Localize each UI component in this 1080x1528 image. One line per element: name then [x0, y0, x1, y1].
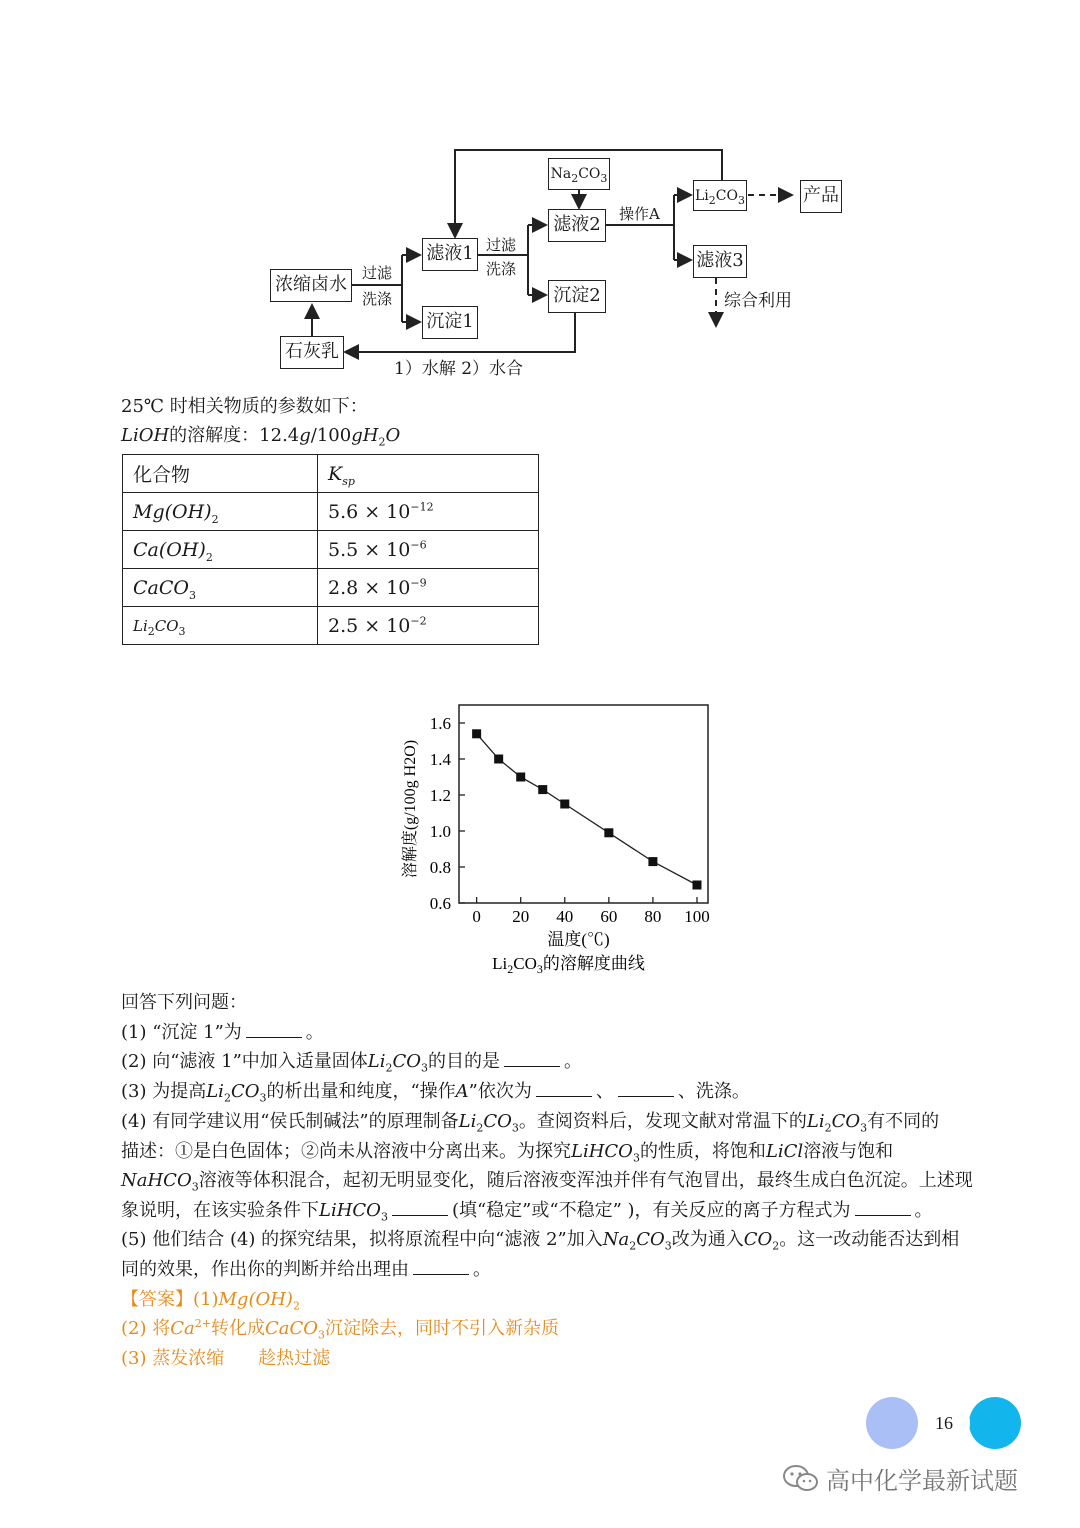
label-filter2: 过滤: [486, 236, 517, 254]
lioh-unit-sub: 2: [378, 435, 386, 449]
q1-end: 。: [305, 1022, 324, 1043]
answer-1: [121, 1285, 300, 1314]
label-filter1: 过滤: [362, 264, 393, 282]
compound-sub: 2: [211, 512, 219, 526]
y-tick-label: 0.8: [429, 858, 451, 877]
chart-title: [492, 954, 645, 976]
lioh-unit-g: g: [299, 425, 311, 446]
label-wash1: 洗涤: [362, 290, 393, 308]
x-tick-label: 0: [472, 907, 481, 926]
data-point: [648, 857, 657, 866]
question-3: [121, 1077, 750, 1106]
q4-l4-end: 。: [914, 1200, 933, 1221]
chart-svg: [380, 695, 720, 985]
q2-text-b: 的目的是: [428, 1051, 501, 1072]
x-tick-label: 100: [684, 907, 710, 926]
ksp-exp: −12: [410, 500, 434, 514]
q3-text-c: ”依次为: [468, 1081, 532, 1102]
a1-num: (1): [193, 1289, 219, 1310]
compound-cell: [123, 569, 318, 607]
q4-l4-text: 象说明，在该实验条件下: [121, 1200, 319, 1221]
li2co3-box: [693, 180, 747, 211]
a2-text-b: 转化成: [210, 1318, 265, 1339]
chart-axes: [401, 705, 710, 976]
page-circle-right: [969, 1397, 1021, 1449]
y-tick-label: 0.6: [429, 894, 451, 913]
product-box: 产品: [800, 180, 842, 213]
q4-l2-text: 描述：①是白色固体；②尚未从溶液中分离出来。为探究: [121, 1141, 571, 1162]
label-hydrolysis: 1）水解 2）水合: [394, 359, 524, 379]
questions-intro: 回答下列问题：: [121, 992, 247, 1013]
header-compound: 化合物: [123, 455, 318, 493]
compound-sub: 2: [205, 550, 213, 564]
data-point: [538, 785, 547, 794]
x-tick-label: 40: [556, 907, 574, 926]
question-4-line-3: [121, 1166, 973, 1195]
chart-title-subscript: 3: [536, 962, 543, 976]
lioh-unit-o: O: [385, 425, 401, 446]
q4-sub2: 2: [476, 1121, 484, 1135]
chart-title-part: 的溶解度曲线: [542, 954, 645, 973]
question-4-line-4: [121, 1196, 933, 1225]
data-point: [692, 881, 701, 890]
li2co3-sub2: 2: [708, 193, 716, 207]
a2-sup: 2+: [194, 1317, 211, 1330]
compound-formula: CaCO: [133, 576, 189, 599]
q4-sub3: 3: [511, 1121, 519, 1135]
q2-li: Li: [367, 1051, 386, 1072]
q4-text-c: 有不同的: [867, 1111, 940, 1132]
x-tick-label: 60: [600, 907, 618, 926]
lioh-solubility: [121, 421, 400, 450]
params-intro: 25℃ 时相关物质的参数如下：: [121, 396, 368, 417]
q5-l2-text: 同的效果，作出你的判断并给出理由: [121, 1259, 409, 1280]
compound-formula-2: CO: [154, 616, 179, 635]
chart-title-part: Li: [492, 954, 508, 973]
q4-licl: LiCl: [765, 1141, 804, 1162]
ksp-value: 5.6 × 10: [328, 500, 411, 523]
answer-2: [121, 1314, 559, 1343]
compound-formula: Ca(OH): [133, 538, 206, 561]
q3-text: (3) 为提高: [121, 1081, 207, 1102]
x-axis-label: 温度(℃): [547, 930, 610, 949]
table-row: [123, 607, 539, 645]
flowchart-lines: [0, 0, 1080, 390]
q2-sub3: 3: [421, 1061, 429, 1075]
li2co3-sub3: 3: [737, 193, 745, 207]
q4-l2-text-c: 溶液与饱和: [803, 1141, 894, 1162]
answer-blank[interactable]: [504, 1052, 560, 1067]
page-circle-left: [866, 1397, 918, 1449]
q4-lihco3-sub: 3: [632, 1151, 640, 1165]
answer-blank[interactable]: [413, 1260, 469, 1275]
ksp-cell: [318, 607, 539, 645]
ksp-value: 5.5 × 10: [328, 538, 411, 561]
watermark: [782, 1458, 1018, 1498]
ksp-value: 2.5 × 10: [328, 614, 411, 637]
data-point: [560, 800, 569, 809]
y-tick-label: 1.2: [429, 786, 451, 805]
lioh-formula: LiOH: [121, 425, 170, 446]
q5-co2-sub: 2: [772, 1239, 780, 1253]
question-5-line-2: [121, 1255, 491, 1284]
q4-l3-text: 溶液等体积混合，起初无明显变化，随后溶液变浑浊并伴有气泡冒出，最终生成白色沉淀。上述现: [198, 1170, 973, 1191]
li2co3-li: Li: [695, 188, 709, 204]
precip1-box: 沉淀1: [422, 306, 478, 339]
a1-sub: 2: [292, 1299, 300, 1313]
q3-co: CO: [230, 1081, 260, 1102]
q5-text-b: 改为通入: [671, 1229, 744, 1250]
label-reuse: 综合利用: [724, 291, 792, 311]
question-4-line-1: [121, 1107, 939, 1136]
na2co3-box: [548, 158, 610, 190]
a3-text: (3) 蒸发浓缩: [121, 1348, 225, 1369]
brine-box: 浓缩卤水: [270, 269, 352, 302]
filtrate3-box: 滤液3: [693, 245, 747, 278]
solubility-chart: [380, 695, 720, 985]
ksp-table: [122, 454, 539, 645]
q5-sub2: 2: [629, 1239, 637, 1253]
q4-text-b: 。查阅资料后，发现文献对常温下的: [518, 1111, 807, 1132]
q4-sub2-2: 2: [824, 1121, 832, 1135]
question-2: [121, 1047, 582, 1076]
chart-title-subscript: 2: [507, 962, 514, 976]
q5-l2-end: 。: [473, 1259, 491, 1280]
ksp-cell: [318, 493, 539, 531]
plot-frame: [459, 705, 708, 903]
a3-text-b: 趁热过滤: [258, 1348, 331, 1369]
a2-text-c: 沉淀除去，同时不引入新杂质: [325, 1318, 559, 1339]
a1-formula: Mg(OH): [218, 1289, 293, 1310]
compound-sub: 3: [188, 588, 196, 602]
na2co3-na: Na: [550, 166, 572, 182]
q3-a: A: [455, 1081, 469, 1102]
q4-text: (4) 有同学建议用“侯氏制碱法”的原理制备: [121, 1111, 459, 1132]
chart-title-part: CO: [513, 954, 537, 973]
q4-li: Li: [458, 1111, 477, 1132]
q5-sub3: 3: [664, 1239, 672, 1253]
answer-blank[interactable]: [618, 1082, 674, 1097]
lime-box: 石灰乳: [280, 336, 344, 369]
na2co3-sub3: 3: [600, 171, 608, 185]
compound-sub: 2: [147, 624, 155, 638]
flowchart: [0, 0, 1080, 390]
lioh-unit-gh: gH: [351, 425, 379, 446]
y-tick-label: 1.4: [429, 750, 451, 769]
y-tick-label: 1.6: [429, 714, 451, 733]
question-1: [121, 1018, 324, 1047]
precip2-box: 沉淀2: [548, 280, 606, 313]
ksp-value: 2.8 × 10: [328, 576, 411, 599]
compound-cell: [123, 531, 318, 569]
compound-formula: Li: [133, 616, 148, 635]
answer-blank[interactable]: [246, 1023, 302, 1038]
watermark-text: 高中化学最新试题: [826, 1466, 1018, 1495]
li2co3-co: CO: [715, 188, 738, 204]
chart-marks: [472, 729, 701, 889]
answer-3: [121, 1344, 330, 1373]
a2-sub: 3: [318, 1328, 325, 1342]
q3-text-e: 、洗涤。: [677, 1081, 750, 1102]
table-header-row: [123, 455, 539, 493]
q5-text: (5) 他们结合 (4) 的探究结果，拟将原流程中向“滤液 2”加入: [121, 1229, 603, 1250]
q4-co-2: CO: [831, 1111, 861, 1132]
wechat-icon: [782, 1463, 820, 1493]
compound-sub-2: 3: [178, 624, 186, 638]
q1-text: (1) “沉淀 1”为: [121, 1022, 242, 1043]
answer-blank[interactable]: [392, 1201, 448, 1216]
data-point: [604, 828, 613, 837]
q4-l2-text-b: 的性质，将饱和: [639, 1141, 766, 1162]
q5-text-c: 。这一改动能否达到相: [779, 1229, 960, 1250]
q4-nahco3-sub: 3: [191, 1180, 199, 1194]
ksp-exp: −9: [410, 576, 427, 590]
a2-text: (2) 将: [121, 1318, 171, 1339]
q4-lihco3: LiHCO: [571, 1141, 633, 1162]
q2-sub2: 2: [385, 1061, 393, 1075]
data-point: [494, 755, 503, 764]
question-5-line-1: [121, 1225, 959, 1254]
filtrate1-box: 滤液1: [422, 238, 478, 271]
q5-co2: CO: [743, 1229, 773, 1250]
q2-end: 。: [564, 1051, 583, 1072]
q4-l4-lihco3-sub: 3: [380, 1210, 388, 1224]
q4-nahco3: NaHCO: [121, 1170, 192, 1191]
a2-caco3: CaCO: [264, 1318, 318, 1339]
answer-blank[interactable]: [855, 1201, 911, 1216]
x-tick-label: 20: [512, 907, 530, 926]
page-number-badge: 16: [918, 1397, 970, 1449]
series-line: [477, 734, 697, 885]
question-4-line-2: [121, 1137, 893, 1166]
q2-text: (2) 向“滤液 1”中加入适量固体: [121, 1051, 368, 1072]
na2co3-sub2: 2: [571, 171, 579, 185]
data-point: [516, 773, 525, 782]
lioh-unit-100: /100: [310, 425, 352, 446]
q4-l4-text-b: (填“稳定”或“不稳定” )，有关反应的离子方程式为: [451, 1200, 851, 1221]
ksp-cell: [318, 569, 539, 607]
q3-li: Li: [206, 1081, 224, 1102]
compound-cell: [123, 493, 318, 531]
data-point: [472, 729, 481, 738]
a2-ca: Ca: [170, 1318, 195, 1339]
q5-co: CO: [636, 1229, 665, 1250]
y-axis-label: 溶解度(g/100g H2O): [402, 739, 419, 879]
table-row: [123, 531, 539, 569]
table-row: [123, 493, 539, 531]
ksp-sub: sp: [342, 474, 355, 488]
q3-text-d: 、: [595, 1081, 614, 1102]
ksp-cell: [318, 531, 539, 569]
filtrate2-box: 滤液2: [548, 209, 606, 242]
q4-l4-lihco3: LiHCO: [319, 1200, 381, 1221]
ksp-exp: −6: [410, 538, 427, 552]
lioh-text: 的溶解度：12.4: [169, 425, 300, 446]
q4-li-2: Li: [806, 1111, 825, 1132]
q3-sub3: 3: [259, 1091, 267, 1105]
ksp-exp: −2: [410, 614, 427, 628]
q3-text-b: 的析出量和纯度，“操作: [266, 1081, 456, 1102]
q4-co: CO: [483, 1111, 512, 1132]
q5-na: Na: [602, 1229, 630, 1250]
q2-co: CO: [392, 1051, 422, 1072]
answer-tag: 【答案】: [121, 1289, 193, 1310]
label-wash2: 洗涤: [486, 260, 517, 278]
y-tick-label: 1.0: [429, 822, 451, 841]
answer-blank[interactable]: [536, 1082, 592, 1097]
na2co3-co: CO: [578, 166, 601, 182]
q4-sub3-2: 3: [860, 1121, 868, 1135]
q3-sub2: 2: [223, 1091, 231, 1105]
label-operation-a: 操作A: [619, 205, 660, 223]
compound-cell: [123, 607, 318, 645]
ksp-k: K: [328, 462, 343, 485]
header-ksp: [318, 455, 539, 493]
compound-formula: Mg(OH): [133, 500, 212, 523]
table-row: [123, 569, 539, 607]
x-tick-label: 80: [644, 907, 662, 926]
